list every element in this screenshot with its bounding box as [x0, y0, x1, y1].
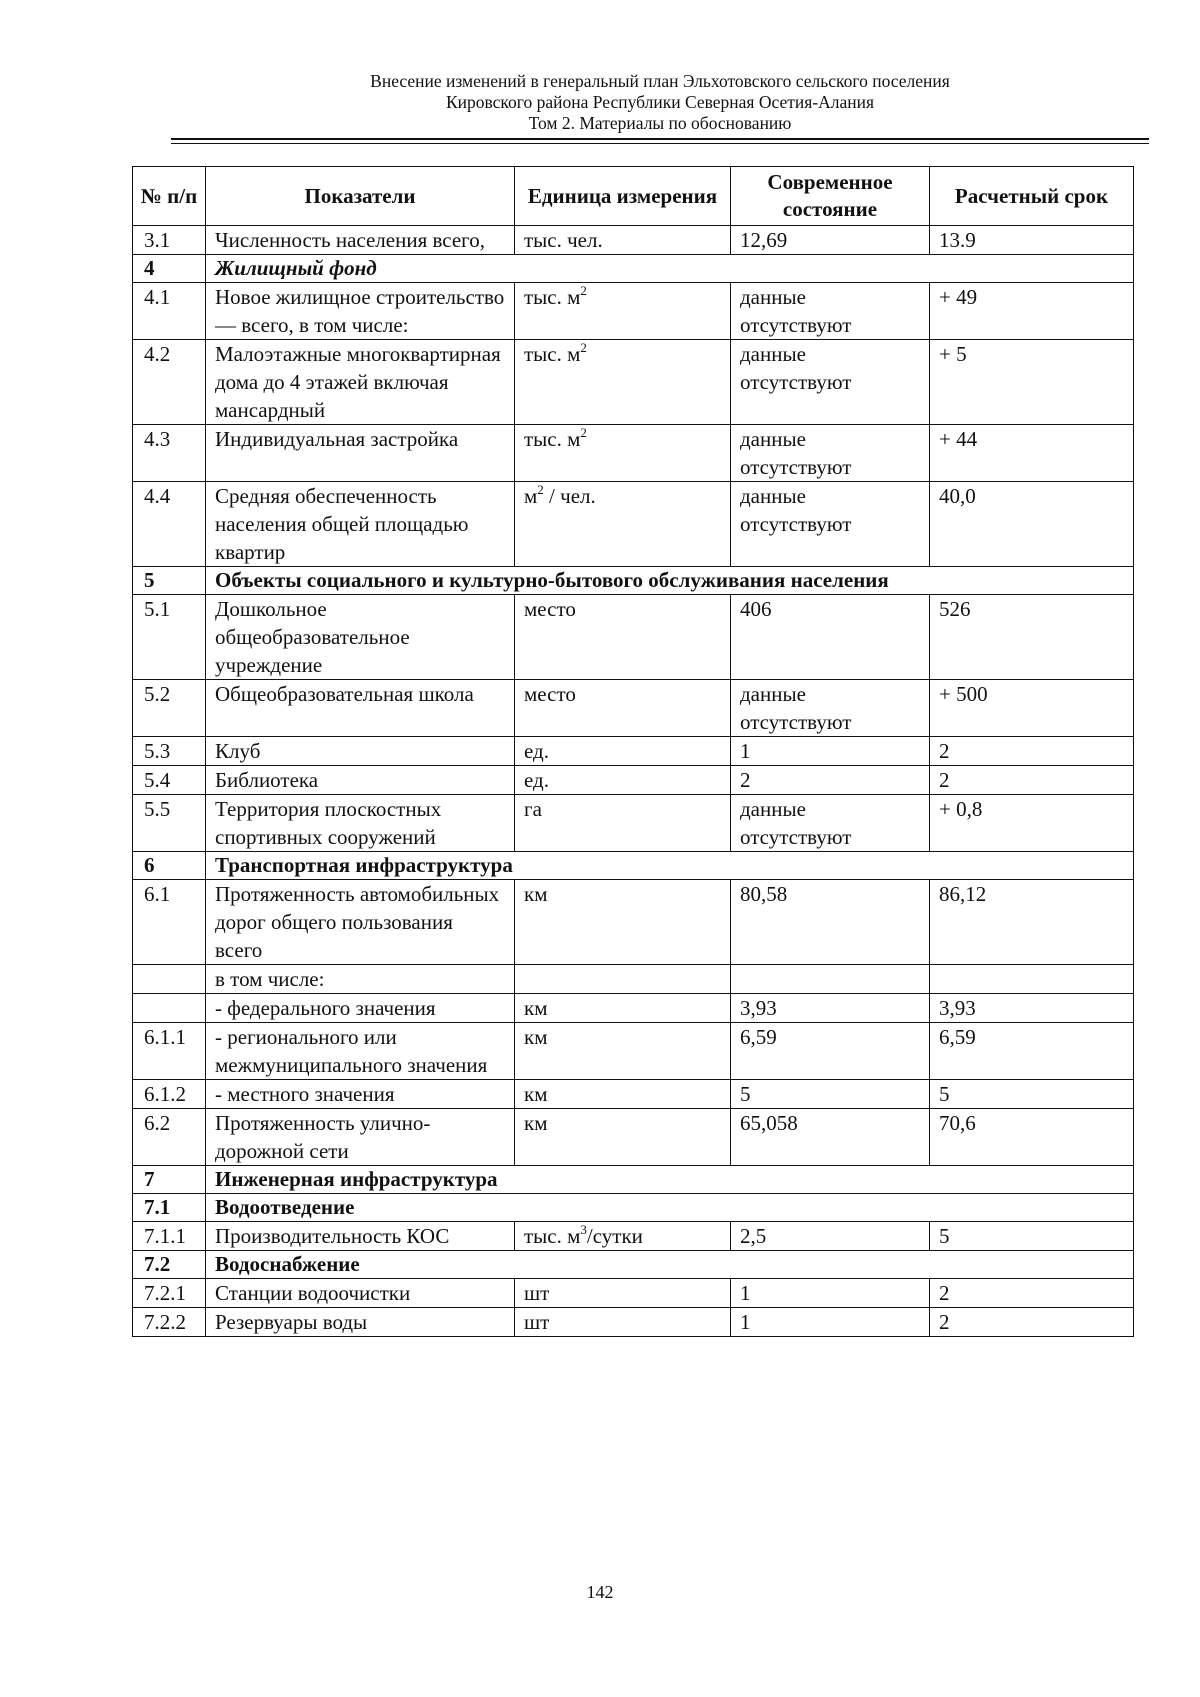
row-indicator: Малоэтажные многоквартирная дома до 4 этажей включая мансардный [206, 340, 515, 425]
row-indicator: Библиотека [206, 766, 515, 795]
section-title: Инженерная инфраструктура [206, 1166, 1134, 1194]
row-target: 70,6 [930, 1109, 1134, 1166]
unit-suffix: /сутки [586, 1224, 643, 1248]
row-indicator: Протяженность улично-дорожной сети [206, 1109, 515, 1166]
header-divider [171, 138, 1149, 144]
row-num: 5.4 [133, 766, 206, 795]
section-title: Жилищный фонд [206, 255, 1134, 283]
subsection-num: 7.2 [133, 1251, 206, 1279]
unit-text: тыс. м [524, 285, 581, 309]
row-current: 65,058 [731, 1109, 930, 1166]
table-row [133, 482, 1134, 567]
indicators-table [132, 166, 1134, 1337]
row-num: 4.3 [133, 425, 206, 482]
row-unit: шт [515, 1308, 731, 1337]
row-target: + 49 [930, 283, 1134, 340]
section-title: Транспортная инфраструктура [206, 852, 1134, 880]
section-num: 6 [133, 852, 206, 880]
row-num: 7.1.1 [133, 1222, 206, 1251]
section-title: Объекты социального и культурно-бытового обслуживания населения [206, 567, 1134, 595]
row-num: 4.2 [133, 340, 206, 425]
table-row [133, 1023, 1134, 1080]
section-row [133, 255, 1134, 283]
unit-exponent: 3 [580, 1222, 587, 1237]
section-row [133, 852, 1134, 880]
row-unit [515, 340, 731, 425]
row-indicator: - регионального или межмуниципального значения [206, 1023, 515, 1080]
row-current: 1 [731, 1308, 930, 1337]
row-num: 5.5 [133, 795, 206, 852]
row-indicator: Производительность КОС [206, 1222, 515, 1251]
row-current: 6,59 [731, 1023, 930, 1080]
row-current: данные отсутствуют [731, 425, 930, 482]
page-number: 142 [586, 1582, 614, 1602]
row-num: 5.2 [133, 680, 206, 737]
row-unit: ед. [515, 737, 731, 766]
table-row [133, 680, 1134, 737]
row-indicator: Средняя обеспеченность населения общей площадью квартир [206, 482, 515, 567]
table-row [133, 1279, 1134, 1308]
section-num: 7 [133, 1166, 206, 1194]
col-header-unit: Единица измерения [515, 167, 731, 226]
row-indicator: Численность населения всего, [206, 226, 515, 255]
table-row [133, 766, 1134, 795]
subsection-title: Водоотведение [206, 1194, 1134, 1222]
row-num: 4.1 [133, 283, 206, 340]
row-unit: га [515, 795, 731, 852]
row-target: + 44 [930, 425, 1134, 482]
row-unit [515, 283, 731, 340]
row-target: 2 [930, 1279, 1134, 1308]
header-line-1: Внесение изменений в генеральный план Эльхотовского сельского поселения [370, 71, 950, 91]
row-current: 2,5 [731, 1222, 930, 1251]
table-row [133, 1308, 1134, 1337]
table-row [133, 226, 1134, 255]
row-target: 13.9 [930, 226, 1134, 255]
table-row [133, 737, 1134, 766]
subsection-title: Водоснабжение [206, 1251, 1134, 1279]
row-unit [515, 1222, 731, 1251]
row-num: 4.4 [133, 482, 206, 567]
row-target: 2 [930, 1308, 1134, 1337]
row-unit: км [515, 1080, 731, 1109]
row-target: 3,93 [930, 994, 1134, 1023]
row-indicator: Дошкольное общеобразовательное учреждение [206, 595, 515, 680]
section-num: 5 [133, 567, 206, 595]
row-unit: км [515, 994, 731, 1023]
row-num: 5.1 [133, 595, 206, 680]
table-row [133, 425, 1134, 482]
row-unit: ед. [515, 766, 731, 795]
subsection-row [133, 1194, 1134, 1222]
section-row [133, 567, 1134, 595]
table-row [133, 283, 1134, 340]
row-indicator: Протяженность автомобильных дорог общего пользования всего [206, 880, 515, 965]
row-indicator: Новое жилищное строительство — всего, в том числе: [206, 283, 515, 340]
row-target: 40,0 [930, 482, 1134, 567]
row-num: 3.1 [133, 226, 206, 255]
row-num [133, 994, 206, 1023]
table-row [133, 1222, 1134, 1251]
row-num: 6.2 [133, 1109, 206, 1166]
row-target: 86,12 [930, 880, 1134, 965]
row-current: данные отсутствуют [731, 340, 930, 425]
row-current: 80,58 [731, 880, 930, 965]
col-header-indicator: Показатели [206, 167, 515, 226]
row-target: + 5 [930, 340, 1134, 425]
table-row [133, 795, 1134, 852]
row-indicator: в том числе: [206, 965, 515, 994]
row-target: 2 [930, 766, 1134, 795]
row-indicator: Индивидуальная застройка [206, 425, 515, 482]
unit-text: тыс. м [524, 427, 581, 451]
row-current: 2 [731, 766, 930, 795]
row-current: 12,69 [731, 226, 930, 255]
row-unit: км [515, 880, 731, 965]
row-indicator: Общеобразовательная школа [206, 680, 515, 737]
row-num: 7.2.2 [133, 1308, 206, 1337]
unit-exponent: 2 [580, 425, 587, 440]
table-row [133, 965, 1134, 994]
row-current: 406 [731, 595, 930, 680]
row-current: данные отсутствуют [731, 680, 930, 737]
subsection-num: 7.1 [133, 1194, 206, 1222]
row-unit [515, 425, 731, 482]
row-target: 526 [930, 595, 1134, 680]
row-current: 1 [731, 737, 930, 766]
col-header-target: Расчетный срок [930, 167, 1134, 226]
col-header-current: Современное состояние [731, 167, 930, 226]
row-current: данные отсутствуют [731, 283, 930, 340]
section-num: 4 [133, 255, 206, 283]
col-header-num: № п/п [133, 167, 206, 226]
row-unit: тыс. чел. [515, 226, 731, 255]
row-num: 6.1.2 [133, 1080, 206, 1109]
unit-suffix: / чел. [543, 484, 596, 508]
row-unit [515, 965, 731, 994]
unit-text: м [524, 484, 538, 508]
row-num: 6.1 [133, 880, 206, 965]
row-unit: шт [515, 1279, 731, 1308]
row-unit: место [515, 595, 731, 680]
table-row [133, 1109, 1134, 1166]
row-indicator: - местного значения [206, 1080, 515, 1109]
row-indicator: - федерального значения [206, 994, 515, 1023]
header-line-2: Кировского района Республики Северная Осетия-Алания [445, 92, 875, 112]
row-target: 2 [930, 737, 1134, 766]
row-indicator: Станции водоочистки [206, 1279, 515, 1308]
row-indicator: Клуб [206, 737, 515, 766]
table-row [133, 994, 1134, 1023]
row-target: 6,59 [930, 1023, 1134, 1080]
table-row [133, 595, 1134, 680]
row-num [133, 965, 206, 994]
row-target: + 0,8 [930, 795, 1134, 852]
unit-exponent: 2 [537, 482, 544, 497]
row-unit: км [515, 1023, 731, 1080]
row-unit: км [515, 1109, 731, 1166]
unit-text: тыс. м [524, 342, 581, 366]
row-target [930, 965, 1134, 994]
row-num: 6.1.1 [133, 1023, 206, 1080]
row-current: 1 [731, 1279, 930, 1308]
table-row [133, 1080, 1134, 1109]
row-unit [515, 482, 731, 567]
row-current: 5 [731, 1080, 930, 1109]
subsection-row [133, 1251, 1134, 1279]
unit-exponent: 2 [580, 340, 587, 355]
table-row [133, 880, 1134, 965]
row-current: 3,93 [731, 994, 930, 1023]
row-num: 7.2.1 [133, 1279, 206, 1308]
document-header [160, 71, 1160, 134]
table-header-row [133, 167, 1134, 226]
row-target: 5 [930, 1080, 1134, 1109]
row-current: данные отсутствуют [731, 482, 930, 567]
row-indicator: Территория плоскостных спортивных сооружений [206, 795, 515, 852]
row-current [731, 965, 930, 994]
row-target: + 500 [930, 680, 1134, 737]
table-row [133, 340, 1134, 425]
section-row [133, 1166, 1134, 1194]
header-line-3: Том 2. Материалы по обоснованию [528, 113, 792, 133]
unit-text: тыс. м [524, 1224, 581, 1248]
row-current: данные отсутствуют [731, 795, 930, 852]
unit-exponent: 2 [580, 283, 587, 298]
row-target: 5 [930, 1222, 1134, 1251]
row-indicator: Резервуары воды [206, 1308, 515, 1337]
row-num: 5.3 [133, 737, 206, 766]
row-unit: место [515, 680, 731, 737]
